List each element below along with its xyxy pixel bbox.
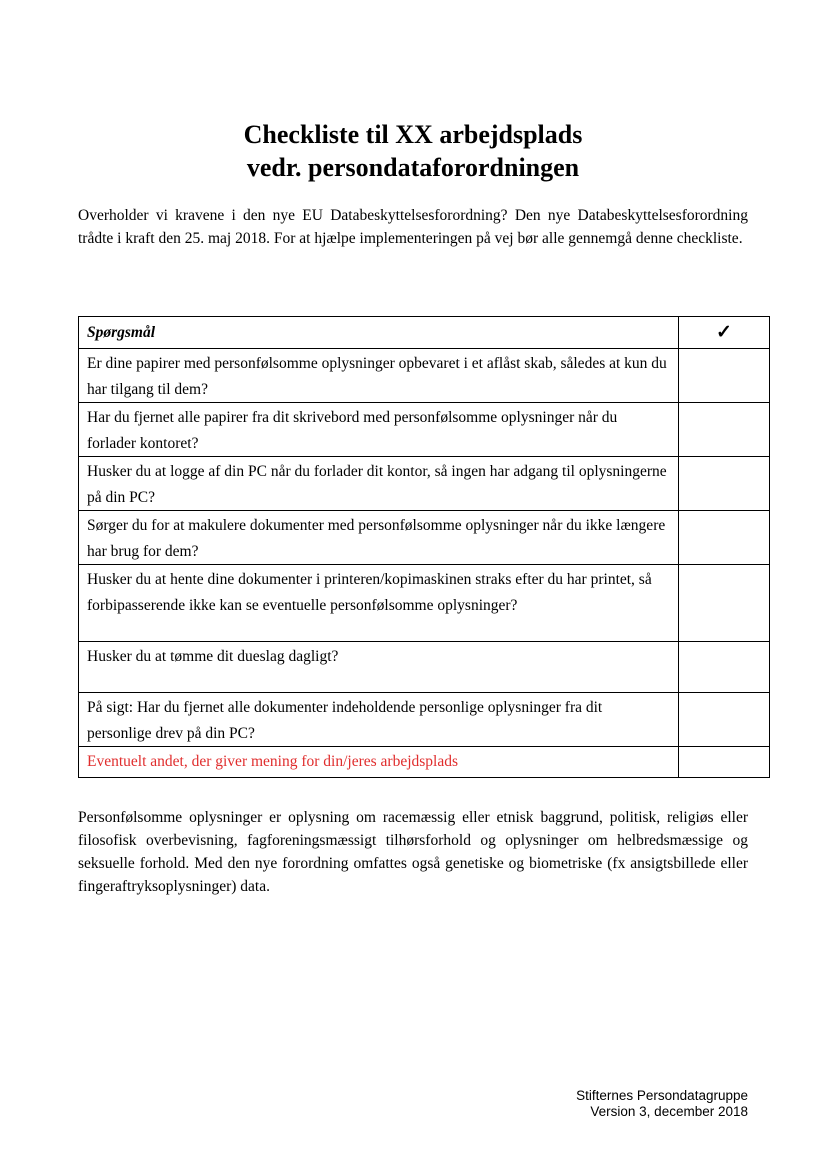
question-cell: På sigt: Har du fjernet alle dokumenter indeholdende personlige oplysninger fra dit personlige drev på din PC?	[79, 693, 679, 747]
checklist-table	[78, 316, 770, 778]
info-paragraph: Personfølsomme oplysninger er oplysning om racemæssig eller etnisk baggrund, politisk, religiøs eller filosofisk overbevisning, fagforeningsmæssigt tilhørsforhold og oplysninger om helbredsmæssige og seksuelle forhold. Med den nye forordning omfattes også genetiske og biometriske (fx ansigtsbillede eller fingeraftryksoplysninger) data.	[78, 809, 748, 895]
intro-paragraph: Overholder vi kravene i den nye EU Databeskyttelsesforordning? Den nye Databeskyttelsesforordning trådte i kraft den 25. maj 2018. For at hjælpe implementeringen på vej bør alle gennemgå denne checkliste.	[78, 207, 748, 247]
table-row	[79, 642, 770, 693]
page-footer	[576, 1088, 748, 1119]
check-cell[interactable]	[679, 747, 770, 778]
question-cell: Husker du at hente dine dokumenter i printeren/kopimaskinen straks efter du har printet, så forbipasserende ikke kan se eventuelle personfølsomme oplysninger?	[79, 565, 679, 642]
table-row	[79, 349, 770, 403]
question-cell: Eventuelt andet, der giver mening for din/jeres arbejdsplads	[79, 747, 679, 778]
question-cell: Husker du at tømme dit dueslag dagligt?	[79, 642, 679, 693]
document-title-line1: Checkliste til XX arbejdsplads	[243, 120, 583, 149]
document-title	[78, 118, 748, 184]
table-row	[79, 693, 770, 747]
table-row	[79, 511, 770, 565]
table-row	[79, 457, 770, 511]
question-cell: Sørger du for at makulere dokumenter med personfølsomme oplysninger når du ikke længere har brug for dem?	[79, 511, 679, 565]
check-cell[interactable]	[679, 693, 770, 747]
footer-credit: Stifternes Persondatagruppe	[576, 1088, 748, 1103]
check-cell[interactable]	[679, 457, 770, 511]
footer-version: Version 3, december 2018	[590, 1103, 748, 1119]
check-cell[interactable]	[679, 642, 770, 693]
checkmark-column-header: ✓	[679, 317, 770, 349]
question-cell: Husker du at logge af din PC når du forlader dit kontor, så ingen har adgang til oplysningerne på din PC?	[79, 457, 679, 511]
check-cell[interactable]	[679, 403, 770, 457]
question-cell: Har du fjernet alle papirer fra dit skrivebord med personfølsomme oplysninger når du forlader kontoret?	[79, 403, 679, 457]
table-header-row	[79, 317, 770, 349]
table-row	[79, 403, 770, 457]
table-row-highlighted	[79, 747, 770, 778]
check-cell[interactable]	[679, 511, 770, 565]
question-column-header: Spørgsmål	[79, 317, 679, 349]
table-row	[79, 565, 770, 642]
question-cell: Er dine papirer med personfølsomme oplysninger opbevaret i et aflåst skab, således at kun du har tilgang til dem?	[79, 349, 679, 403]
check-cell[interactable]	[679, 565, 770, 642]
check-cell[interactable]	[679, 349, 770, 403]
document-title-line2: vedr. persondataforordningen	[246, 153, 580, 182]
